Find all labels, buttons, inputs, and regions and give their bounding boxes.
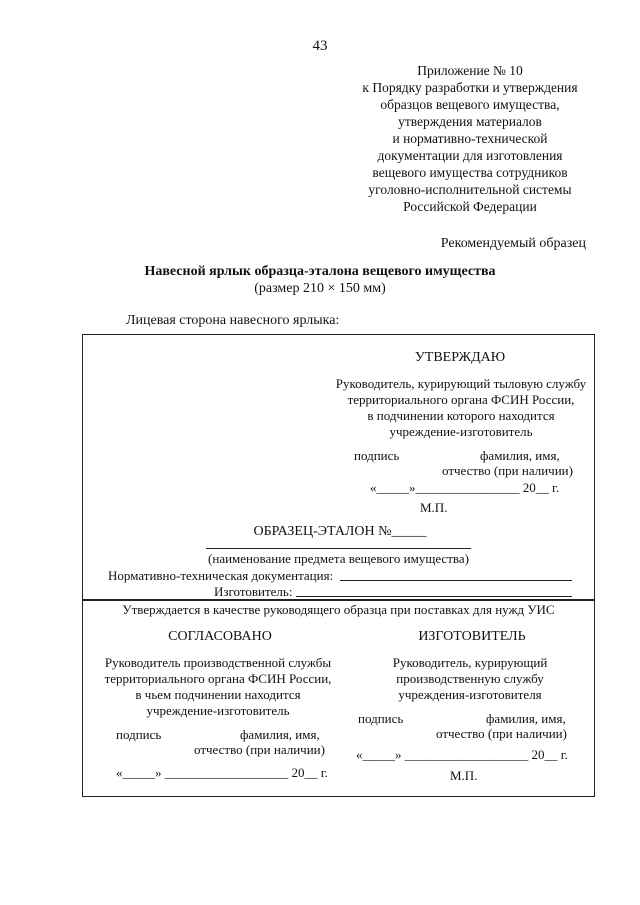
- appendix-line: вещевого имущества сотрудников: [372, 165, 568, 180]
- manufacturer-line: Руководитель, курирующий: [392, 655, 548, 670]
- appendix-line: документации для изготовления: [377, 148, 563, 163]
- agreed-line: в чьем подчинении находится: [135, 687, 301, 702]
- appendix-block: [340, 62, 600, 215]
- approve-line: Руководитель, курирующий тыловую службу: [335, 376, 587, 391]
- agreed-line: учреждение-изготовитель: [146, 703, 290, 718]
- agreed-heading: СОГЛАСОВАНО: [168, 629, 272, 644]
- approval-purpose: Утверждается в качестве руководящего образца при поставках для нужд УИС: [122, 602, 555, 617]
- agreed-line: Руководитель производственной службы: [104, 655, 332, 670]
- manufacturer-patronymic-caption: отчество (при наличии): [436, 726, 567, 741]
- appendix-line: уголовно-исполнительной системы: [368, 182, 572, 197]
- appendix-line: и нормативно-технической: [392, 131, 548, 146]
- face-side-label: Лицевая сторона навесного ярлыка:: [126, 313, 340, 328]
- appendix-line: образцов вещевого имущества,: [380, 97, 560, 112]
- tag-size: (размер 210 × 150 мм): [254, 281, 386, 296]
- separator-rule: [82, 599, 595, 601]
- maker-label: Изготовитель:: [214, 584, 293, 599]
- item-name-line: [206, 548, 471, 549]
- approve-name-caption: фамилия, имя,: [480, 448, 560, 463]
- approve-line: территориального органа ФСИН России,: [347, 392, 575, 407]
- page-number: 43: [312, 38, 328, 54]
- item-name-caption: (наименование предмета вещевого имущества): [208, 551, 469, 566]
- manufacturer-stamp: М.П.: [450, 768, 478, 783]
- manufacturer-date-line: «_____» ___________________ 20__ г.: [356, 747, 568, 762]
- appendix-line: Приложение № 10: [417, 63, 523, 78]
- approve-line: учреждение-изготовитель: [389, 424, 533, 439]
- docs-line: [340, 580, 572, 581]
- agreed-line: территориального органа ФСИН России,: [104, 671, 332, 686]
- recommended-sample-label: Рекомендуемый образец: [440, 236, 586, 251]
- manufacturer-line: производственную службу: [396, 671, 544, 686]
- approve-patronymic-caption: отчество (при наличии): [442, 463, 573, 478]
- manufacturer-line: учреждения-изготовителя: [398, 687, 542, 702]
- approve-signature-caption: подпись: [354, 448, 400, 463]
- approve-line: в подчинении которого находится: [367, 408, 555, 423]
- document-title: Навесной ярлык образца-эталона вещевого имущества: [144, 264, 496, 279]
- agreed-name-caption: фамилия, имя,: [240, 727, 320, 742]
- approve-heading: УТВЕРЖДАЮ: [414, 350, 506, 365]
- appendix-line: Российской Федерации: [403, 199, 537, 214]
- appendix-line: к Порядку разработки и утверждения: [362, 80, 578, 95]
- agreed-patronymic-caption: отчество (при наличии): [194, 742, 325, 757]
- sample-heading: ОБРАЗЕЦ-ЭТАЛОН №_____: [253, 524, 427, 539]
- manufacturer-signature-caption: подпись: [358, 711, 404, 726]
- manufacturer-heading: ИЗГОТОВИТЕЛЬ: [418, 629, 526, 644]
- approve-stamp: М.П.: [420, 500, 448, 515]
- agreed-signature-caption: подпись: [116, 727, 162, 742]
- approve-date-line: «_____»________________ 20__ г.: [370, 480, 560, 495]
- agreed-date-line: «_____» ___________________ 20__ г.: [116, 765, 328, 780]
- maker-line: [296, 596, 572, 597]
- docs-label: Нормативно-техническая документация:: [108, 568, 334, 583]
- appendix-line: утверждения материалов: [398, 114, 542, 129]
- manufacturer-name-caption: фамилия, имя,: [486, 711, 566, 726]
